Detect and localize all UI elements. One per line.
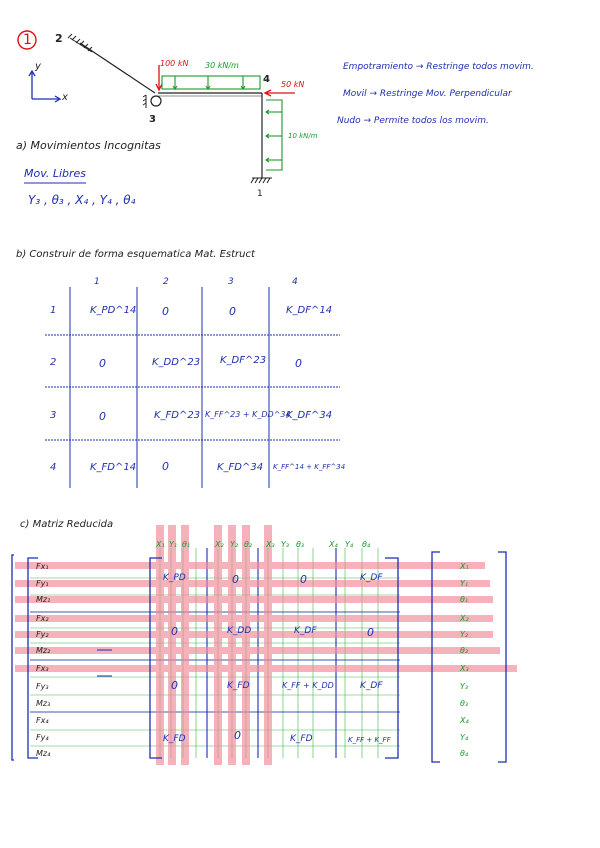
node4-load-label: 50 kN — [281, 80, 305, 89]
sc-force-label: Mz₃ — [36, 699, 51, 708]
sc-disp-label: X₄ — [460, 716, 469, 725]
sc-force-label: Fy₁ — [36, 579, 49, 588]
legend-line-1: Empotramiento → Restringe todos movim. — [343, 62, 534, 72]
sb-cell-1-4: K_DF^14 — [286, 305, 333, 316]
axis-y-label: y — [35, 61, 41, 72]
node-1-label: 1 — [257, 189, 263, 199]
sc-cell-3-3: K_FF + K_DD — [282, 681, 334, 690]
sb-cell-1-1: K_PD^14 — [90, 305, 137, 316]
section-a-title: a) Movimientos Incognitas — [16, 139, 161, 152]
sc-cell-4-1: K_FD — [163, 734, 186, 744]
sc-force-label: Fy₂ — [36, 630, 49, 639]
legend-line-3: Nudo → Permite todos los movim. — [337, 116, 489, 126]
axis-x-label: x — [62, 92, 68, 103]
sc-col-header: θ₄ — [362, 540, 371, 549]
sc-force-label: Mz₂ — [36, 646, 51, 655]
roller-support-node3 — [143, 95, 161, 108]
distributed-load-column — [266, 100, 282, 170]
sc-col-header: Y₃ — [281, 540, 290, 549]
sc-disp-label: X₃ — [460, 664, 469, 673]
sc-disp-label: X₁ — [460, 562, 469, 571]
sc-disp-label: θ₄ — [460, 749, 469, 758]
sc-cell-4-4: K_FF + K_FF — [348, 736, 391, 744]
section-c-title: c) Matriz Reducida — [20, 519, 114, 530]
sc-col-header: Y₄ — [345, 540, 354, 549]
sb-col-header: 2 — [163, 277, 169, 287]
schematic-matrix-grid — [45, 287, 340, 488]
sc-cell-1-2: 0 — [232, 573, 239, 586]
sc-disp-label: θ₃ — [460, 699, 469, 708]
sc-cell-1-4: K_DF — [360, 573, 383, 583]
sb-cell-2-1: 0 — [99, 357, 106, 370]
section-a-dofs: Y₃ , θ₃ , X₄ , Y₄ , θ₄ — [28, 193, 136, 207]
sb-cell-4-4: K_FF^14 + K_FF^34 — [273, 463, 346, 471]
sb-cell-3-2: K_FD^23 — [154, 410, 201, 421]
sb-col-header: 4 — [292, 277, 298, 287]
sc-force-label: Fy₃ — [36, 682, 49, 691]
horizontal-load-arrow — [265, 90, 295, 96]
sc-force-label: Mz₁ — [36, 595, 51, 604]
sc-cell-1-3: 0 — [300, 573, 307, 586]
sb-row-header: 4 — [50, 462, 57, 473]
sc-disp-label: Y₃ — [460, 682, 469, 691]
sc-force-label: Fx₂ — [36, 614, 49, 623]
beam-load-label: 30 kN/m — [205, 61, 239, 70]
sc-cell-4-3: K_FD — [290, 734, 313, 744]
sb-cell-3-4: K_DF^34 — [286, 410, 333, 421]
sc-force-label: Fx₃ — [36, 664, 49, 673]
sb-cell-2-3: K_DF^23 — [220, 355, 267, 366]
sc-disp-label: X₂ — [460, 614, 469, 623]
sc-col-header: X₂ — [215, 540, 224, 549]
sc-col-header: X₄ — [329, 540, 338, 549]
sb-cell-1-2: 0 — [162, 305, 169, 318]
sb-row-header: 3 — [50, 410, 57, 421]
sc-cell-2-3: K_DF — [294, 626, 317, 636]
member-2-3 — [80, 43, 155, 93]
sb-cell-2-4: 0 — [295, 357, 302, 370]
sb-cell-4-2: 0 — [162, 460, 169, 473]
point-load-arrow — [156, 65, 162, 90]
section-a-subtitle: Mov. Libres — [24, 167, 87, 180]
sc-cell-2-2: K_DD — [227, 626, 252, 636]
sc-cell-3-4: K_DF — [360, 681, 383, 691]
sc-cell-4-2: 0 — [234, 729, 241, 742]
sb-cell-2-2: K_DD^23 — [152, 357, 201, 368]
sc-col-header: θ₃ — [296, 540, 305, 549]
sb-col-header: 3 — [228, 277, 234, 287]
restricted-highlights — [15, 525, 517, 765]
sc-disp-label: Y₄ — [460, 733, 469, 742]
sc-force-label: Fx₁ — [36, 562, 49, 571]
sb-cell-3-1: 0 — [99, 410, 106, 423]
sc-col-header: θ₂ — [244, 540, 253, 549]
problem-number: 1 — [23, 32, 32, 48]
node-3-label: 3 — [149, 114, 156, 125]
point-load-label: 100 kN — [160, 59, 189, 68]
sb-col-header: 1 — [94, 277, 100, 287]
fixed-support-node1 — [251, 178, 272, 183]
sc-col-header: X₁ — [156, 540, 165, 549]
sc-disp-label: Y₁ — [460, 579, 469, 588]
sc-col-header: θ₁ — [182, 540, 191, 549]
legend-line-2: Movil → Restringe Mov. Perpendicular — [343, 89, 512, 99]
sc-force-label: Mz₄ — [36, 749, 51, 758]
section-b-title: b) Construir de forma esquematica Mat. Estruct — [16, 249, 255, 260]
sc-force-label: Fy₄ — [36, 733, 49, 742]
sc-cell-2-1: 0 — [171, 625, 178, 638]
sc-disp-label: Y₂ — [460, 630, 469, 639]
sc-cell-1-1: K_PD — [163, 573, 186, 583]
sc-force-label: Fx₄ — [36, 716, 49, 725]
sb-cell-3-3: K_FF^23 + K_DD^34 — [205, 410, 291, 419]
distributed-load-beam — [162, 76, 260, 89]
sb-cell-4-3: K_FD^34 — [217, 462, 264, 473]
sc-disp-label: θ₂ — [460, 646, 469, 655]
axes-icon — [29, 71, 60, 102]
column-load-label: 10 kN/m — [288, 132, 318, 140]
node-2-label: 2 — [55, 32, 63, 45]
sc-disp-label: θ₁ — [460, 595, 469, 604]
sc-col-header: X₃ — [266, 540, 275, 549]
sb-cell-1-3: 0 — [229, 305, 236, 318]
sb-row-header: 2 — [50, 357, 57, 368]
sc-col-header: Y₂ — [230, 540, 239, 549]
sc-cell-3-1: 0 — [171, 679, 178, 692]
node-4-label: 4 — [263, 74, 270, 85]
sc-col-header: Y₁ — [169, 540, 178, 549]
sc-cell-3-2: K_FD — [227, 681, 250, 691]
sb-cell-4-1: K_FD^14 — [90, 462, 137, 473]
sb-row-header: 1 — [50, 305, 57, 316]
sc-cell-2-4: 0 — [367, 626, 374, 639]
